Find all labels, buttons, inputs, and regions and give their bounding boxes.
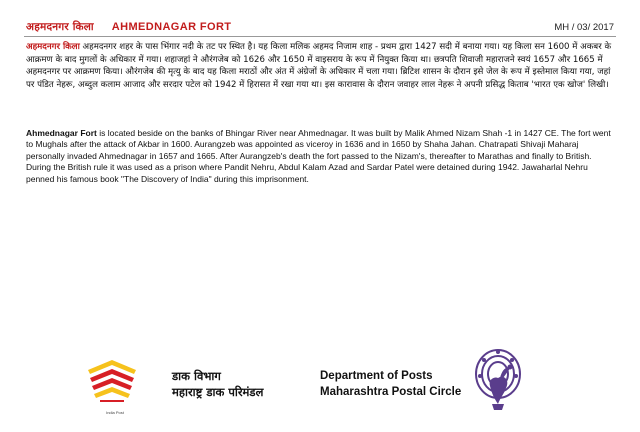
dept-hindi-line1: डाक विभाग bbox=[172, 369, 221, 383]
dept-english-line1: Department of Posts bbox=[320, 370, 433, 382]
header bbox=[26, 18, 614, 36]
title-english: AHMEDNAGAR FORT bbox=[111, 21, 232, 33]
english-lead: Ahmednagar Fort bbox=[26, 128, 97, 138]
hindi-description bbox=[26, 41, 618, 91]
hindi-body: अहमदनगर शहर के पास भिंगार नदी के तट पर स्थित है। यह किला मलिक अहमद निजाम शाह - प्रथम द्वारा 1427 सदी में बनाया गया। यह किला सन 1600 में अकबर के आक्रमण के बाद मुगलों के अधिकार में गया। शहाजहां ने औरंगजेब को 1626 और 1650 में वाइसराय के रूप में नियुक्त किया था। छत्रपति शिवाजी महाराजने स्वयं 1657 और 1665 में अहमदनगर पर आक्रमण किया। औरंगजेब की मृत्यु के बाद यह किला मराठों और अंत में अंग्रेजों के अधिकार में चला गया। ब्रिटिश शासन के दौरान इसे जेल के रूप में इस्तेमाल किया गया, जहां पर पंडित नेहरू, अब्दुल कलाम आजाद और सरदार पटेल को 1942 में हिरासत में रखा गया था। इस कारावास के दौरान जवाहर लाल नेहरू ने अपनी प्रसिद्ध किताब 'भारत एक खोज' लिखी। bbox=[26, 42, 612, 90]
english-body: is located beside on the banks of Bhingar River near Ahmednagar. It was built by Malik Ahmed Nizam Shah -1 in 1427 CE. The fort went to Mughals after the attack of Akbar in 1600. Aurangzeb was appointed as viceroy in 1636 and in 1650 by Shaha Jahan. Chatrapati Shivaji Maharaj personally invaded Ahmednagar in 1657 and 1665. After Aurangzeb's death the fort passed to the Nizam's, thereafter to Marathas and finally to British. During the British rule it was used as a prison where Pandit Nehru, Abdul Kalam Azad and Sardar Patel were detained during 1942. Jawaharlal Nehru penned his famous book "The Discovery of India" during this imprisonment. bbox=[26, 128, 611, 184]
reference-number: MH / 03/ 2017 bbox=[554, 21, 614, 33]
hindi-lead: अहमदनगर किला bbox=[26, 42, 80, 52]
header-divider bbox=[24, 36, 616, 37]
english-description bbox=[26, 128, 614, 185]
title-hindi: अहमदनगर किला bbox=[26, 21, 94, 33]
logo-caption: India Post bbox=[106, 410, 124, 415]
dept-hindi-line2: महाराष्ट्र डाक परिमंडल bbox=[172, 385, 264, 399]
peacock-emblem-icon bbox=[470, 338, 526, 416]
india-post-logo bbox=[82, 356, 142, 416]
department-english bbox=[320, 368, 461, 400]
dept-english-line2: Maharashtra Postal Circle bbox=[320, 386, 462, 398]
department-hindi bbox=[172, 368, 263, 400]
